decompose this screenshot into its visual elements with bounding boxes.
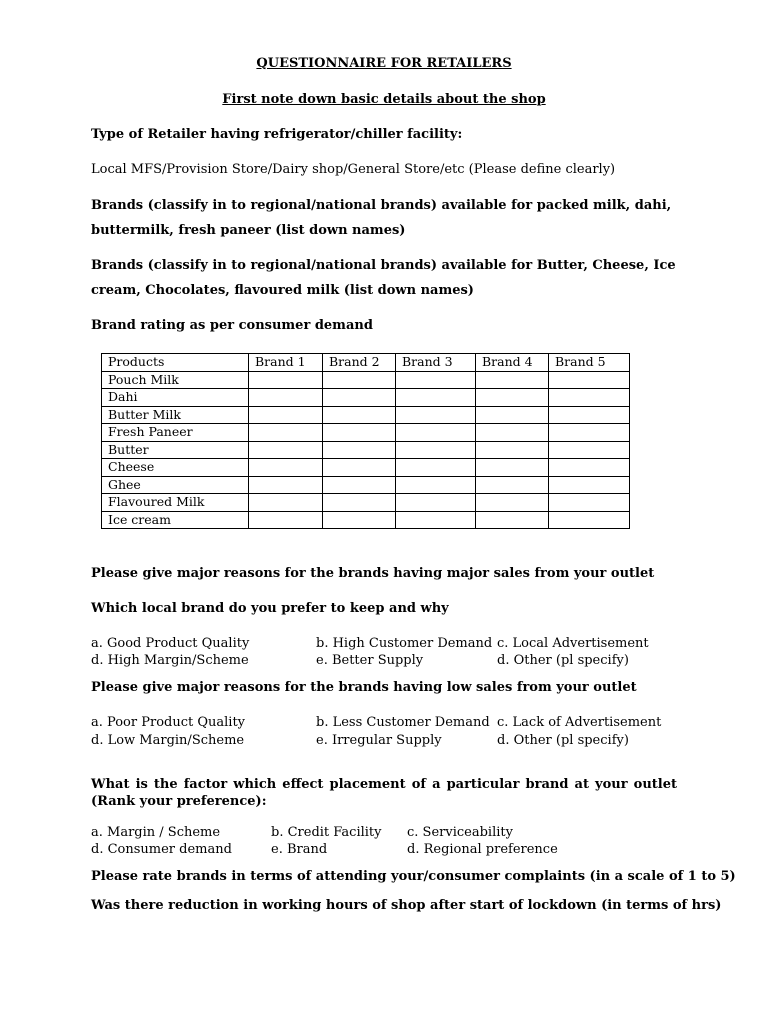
brand-rating-cell [476, 459, 549, 477]
brand-rating-cell [549, 389, 630, 407]
brand-rating-cell [396, 371, 476, 389]
brand-rating-cell [549, 476, 630, 494]
product-name-cell: Pouch Milk [102, 371, 249, 389]
option-major-other: d. Other (pl specify) [497, 653, 629, 668]
question-brands-other: Brands (classify in to regional/national brands) available for Butter, Cheese, Ice cream, Chocolates, flavoured milk (list down names) [91, 258, 676, 298]
question-brands-packed: Brands (classify in to regional/national brands) available for packed milk, dahi, buttermilk, fresh paneer (list down names) [91, 198, 672, 238]
option-low-c: c. Lack of Advertisement [497, 715, 662, 730]
brand-rating-cell [249, 389, 323, 407]
question-major-sales: Please give major reasons for the brands having major sales from your outlet [91, 566, 655, 581]
brand-rating-cell [476, 511, 549, 529]
option-major-a: a. Good Product Quality [91, 636, 250, 651]
brand-rating-cell [476, 441, 549, 459]
option-placement-b: b. Credit Facility [271, 825, 382, 840]
brand-rating-cell [549, 406, 630, 424]
brand-rating-cell [323, 511, 396, 529]
brand-rating-cell [396, 476, 476, 494]
brand-rating-cell [476, 371, 549, 389]
table-header-cell: Products [102, 354, 249, 372]
brand-rating-cell [396, 424, 476, 442]
table-row [102, 371, 630, 389]
brand-rating-cell [549, 441, 630, 459]
brand-rating-cell [323, 441, 396, 459]
table-row [102, 389, 630, 407]
brand-rating-cell [249, 371, 323, 389]
question-lockdown: Was there reduction in working hours of shop after start of lockdown (in terms of hrs) [91, 898, 722, 913]
brand-rating-cell [249, 441, 323, 459]
question-low-sales: Please give major reasons for the brands having low sales from your outlet [91, 680, 637, 695]
brand-rating-cell [476, 406, 549, 424]
brand-rating-cell [549, 424, 630, 442]
brand-rating-cell [476, 389, 549, 407]
retailer-type-options: Local MFS/Provision Store/Dairy shop/General Store/etc (Please define clearly) [91, 162, 616, 177]
brand-rating-cell [323, 389, 396, 407]
option-placement-a: a. Margin / Scheme [91, 825, 221, 840]
table-row [102, 441, 630, 459]
table-header-cell: Brand 5 [549, 354, 630, 372]
table-header-cell: Brand 2 [323, 354, 396, 372]
page-title: QUESTIONNAIRE FOR RETAILERS [256, 56, 512, 71]
brand-rating-cell [323, 424, 396, 442]
page-subtitle: First note down basic details about the shop [222, 92, 546, 107]
brand-rating-cell [249, 511, 323, 529]
brand-rating-cell [249, 406, 323, 424]
table-row [102, 424, 630, 442]
option-major-e: e. Better Supply [316, 653, 424, 668]
brand-rating-cell [323, 494, 396, 512]
product-name-cell: Ice cream [102, 511, 249, 529]
table-header-cell: Brand 3 [396, 354, 476, 372]
product-name-cell: Butter [102, 441, 249, 459]
brand-rating-cell [549, 459, 630, 477]
option-placement-e: e. Brand [271, 842, 328, 857]
option-placement-d: d. Consumer demand [91, 842, 232, 857]
brand-rating-cell [396, 389, 476, 407]
product-name-cell: Flavoured Milk [102, 494, 249, 512]
brand-rating-cell [323, 476, 396, 494]
brand-rating-cell [549, 371, 630, 389]
option-low-d: d. Low Margin/Scheme [91, 733, 245, 748]
option-low-e: e. Irregular Supply [316, 733, 442, 748]
brand-rating-cell [249, 494, 323, 512]
brand-rating-cell [549, 494, 630, 512]
product-name-cell: Cheese [102, 459, 249, 477]
product-name-cell: Dahi [102, 389, 249, 407]
option-major-d: d. High Margin/Scheme [91, 653, 249, 668]
option-low-b: b. Less Customer Demand [316, 715, 490, 730]
brand-rating-cell [476, 494, 549, 512]
table-row [102, 406, 630, 424]
question-placement: What is the factor which effect placement of a particular brand at your outlet (Rank your preference): [91, 777, 677, 809]
option-major-c: c. Local Advertisement [497, 636, 649, 651]
brand-rating-cell [323, 371, 396, 389]
brand-rating-cell [396, 511, 476, 529]
brand-rating-cell [323, 406, 396, 424]
product-name-cell: Ghee [102, 476, 249, 494]
brand-rating-cell [396, 459, 476, 477]
table-row [102, 459, 630, 477]
question-complaints: Please rate brands in terms of attending your/consumer complaints (in a scale of 1 to 5) [91, 869, 736, 884]
table-header-cell: Brand 1 [249, 354, 323, 372]
brand-rating-cell [249, 476, 323, 494]
question-local-brand: Which local brand do you prefer to keep and why [91, 601, 449, 616]
brand-rating-cell [396, 441, 476, 459]
brand-rating-cell [476, 476, 549, 494]
brand-rating-cell [323, 459, 396, 477]
question-retailer-type: Type of Retailer having refrigerator/chiller facility: [91, 127, 463, 142]
option-low-other: d. Other (pl specify) [497, 733, 629, 748]
table-header-row [102, 354, 630, 372]
option-low-a: a. Poor Product Quality [91, 715, 246, 730]
product-name-cell: Fresh Paneer [102, 424, 249, 442]
question-brand-rating: Brand rating as per consumer demand [91, 318, 373, 333]
brand-rating-cell [549, 511, 630, 529]
brand-rating-cell [396, 494, 476, 512]
brand-rating-cell [249, 424, 323, 442]
brand-rating-cell [249, 459, 323, 477]
option-placement-regional: d. Regional preference [407, 842, 558, 857]
option-placement-c: c. Serviceability [407, 825, 513, 840]
brand-rating-table [101, 353, 630, 529]
table-row [102, 476, 630, 494]
table-row [102, 494, 630, 512]
option-major-b: b. High Customer Demand [316, 636, 493, 651]
product-name-cell: Butter Milk [102, 406, 249, 424]
brand-rating-cell [396, 406, 476, 424]
table-header-cell: Brand 4 [476, 354, 549, 372]
brand-rating-cell [476, 424, 549, 442]
table-row [102, 511, 630, 529]
